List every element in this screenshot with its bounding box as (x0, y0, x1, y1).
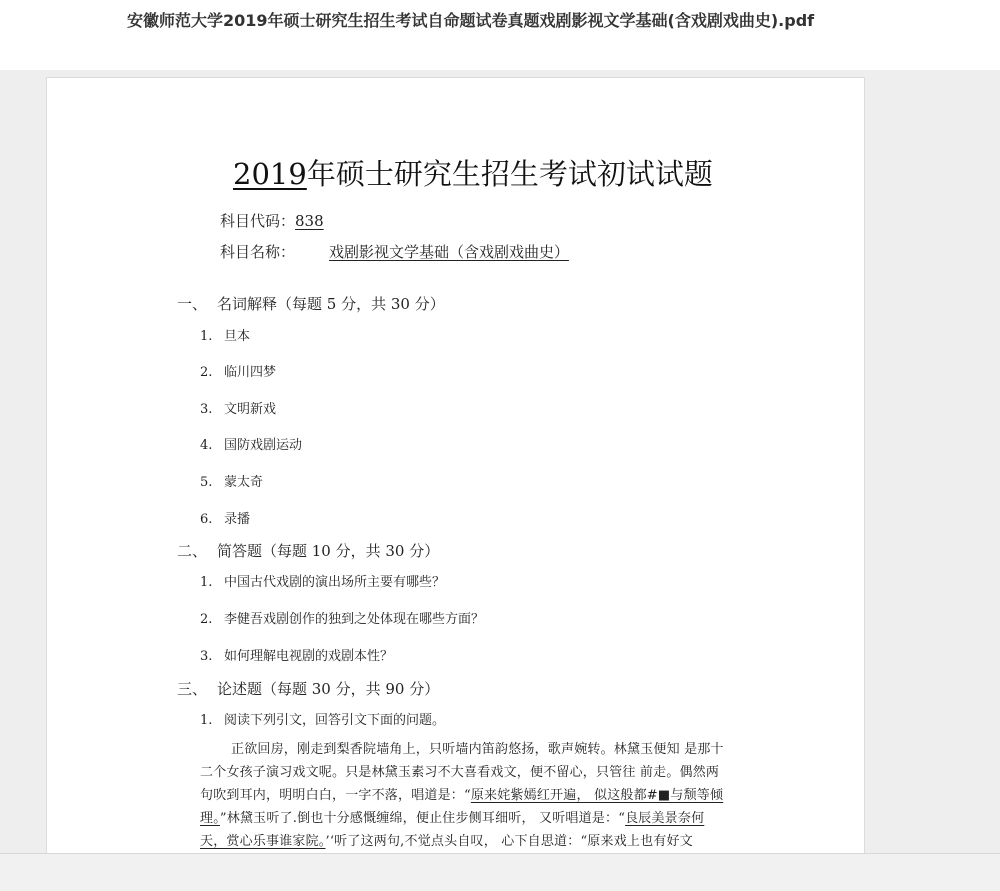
pdf-viewer[interactable] (0, 70, 1000, 853)
question-item (200, 645, 393, 664)
question-number: 6. (200, 512, 213, 527)
passage-text: ”林黛玉听了.倒也十分感慨缠绵，便止住步侧耳细听， 又听唱道是：“ (219, 811, 626, 826)
question-text: 阅读下列引文，回答引文下面的问题。 (224, 713, 446, 728)
question-number: 5. (200, 475, 213, 490)
question-text: 录播 (224, 512, 251, 527)
exam-year: 2019 (233, 157, 307, 191)
subject-name-line (220, 241, 569, 262)
question-number: 3. (200, 649, 213, 664)
section-heading (177, 540, 439, 561)
question-number: 1. (200, 575, 213, 590)
section-heading (177, 293, 445, 314)
subject-code-label: 科目代码： (220, 212, 296, 230)
passage-quote: 原来姹紫嫣红开遍， 似这般都#■与颓等倾 (470, 788, 724, 803)
exam-title-text: 年硕士研究生招生考试初试试题 (306, 157, 713, 191)
question-text: 蒙太奇 (224, 475, 264, 490)
question-item (200, 608, 484, 627)
exam-title (233, 152, 713, 193)
passage-quote: 良辰美景奈何 (625, 811, 705, 826)
question-text: 文明新戏 (224, 402, 277, 417)
question-number: 4. (200, 438, 213, 453)
section-heading (177, 678, 439, 699)
question-item (200, 571, 445, 590)
passage-quote: 天，赏心乐事谁家院。 (200, 834, 326, 849)
pdf-page (46, 77, 865, 853)
section-title: 论述题（每题 30 分，共 90 分） (217, 680, 440, 698)
section-number: 二、 (177, 542, 208, 560)
question-text: 李健吾戏剧创作的独到之处体现在哪些方面？ (224, 612, 485, 627)
question-number: 1. (200, 329, 213, 344)
passage-text: 句吹到耳内，明明白白，一字不落，唱道是：“ (200, 788, 471, 803)
passage-quote: 理。 (200, 811, 220, 826)
question-number: 2. (200, 612, 213, 627)
subject-name-label: 科目名称： (220, 243, 296, 261)
question-item (200, 434, 302, 453)
question-text: 国防戏剧运动 (224, 438, 303, 453)
question-text: 如何理解电视剧的戏剧本性？ (224, 649, 394, 664)
question-item (200, 325, 250, 344)
section-title: 简答题（每题 10 分，共 30 分） (217, 542, 440, 560)
passage-line (200, 830, 693, 849)
passage-line (200, 784, 723, 803)
subject-code-value: 838 (295, 212, 324, 230)
section-number: 三、 (177, 680, 208, 698)
question-number: 3. (200, 402, 213, 417)
file-title-bar (0, 0, 1000, 70)
subject-code-line (220, 210, 324, 231)
question-item (200, 398, 276, 417)
file-name: 安徽师范大学2019年硕士研究生招生考试自命题试卷真题戏剧影视文学基础(含戏剧戏曲史).pdf (127, 11, 815, 30)
section-number: 一、 (177, 295, 208, 313)
passage-line (200, 807, 704, 826)
section-title: 名词解释（每题 5 分，共 30 分） (217, 295, 445, 313)
passage-line: 二个女孩子演习戏文呢。只是林黛玉素习不大喜看戏文，便不留心，只管往 前走。偶然两 (200, 765, 720, 780)
passage-line: 正欲回房，刚走到梨香院墙角上，只听墙内笛韵悠扬，歌声婉转。林黛玉便知 是那十 (231, 742, 724, 757)
question-item (200, 508, 250, 527)
question-number: 2. (200, 365, 213, 380)
question-text: 中国古代戏剧的演出场所主要有哪些？ (224, 575, 446, 590)
passage-text: ’‘听了这两句,不觉点头自叹， 心下自思道：“原来戏上也有好文 (325, 834, 693, 849)
question-text: 临川四梦 (224, 365, 277, 380)
question-text: 旦本 (224, 329, 251, 344)
question-item (200, 709, 445, 728)
question-item (200, 471, 263, 490)
question-number: 1. (200, 713, 213, 728)
subject-name-value: 戏剧影视文学基础（含戏剧戏曲史） (329, 243, 570, 261)
bottom-bar (0, 853, 1000, 891)
question-item (200, 361, 276, 380)
